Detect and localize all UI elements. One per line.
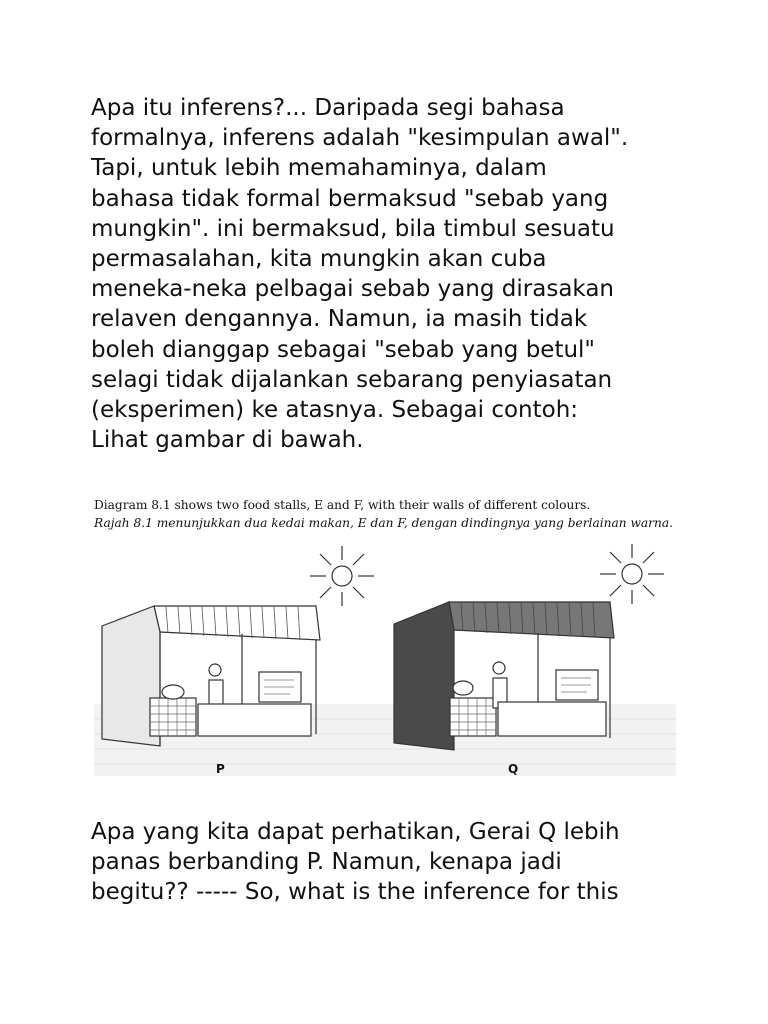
- closing-paragraph: Apa yang kita dapat perhatikan, Gerai Q lebih panas berbanding P. Namun, kenapa jadi begitu?? ----- So, what is the inference for this: [91, 819, 620, 906]
- figure-caption-english: Diagram 8.1 shows two food stalls, E and F, with their walls of different colours.: [94, 498, 591, 512]
- food-stalls-figure: [94, 494, 676, 784]
- stall-p: [102, 606, 320, 746]
- food-stalls-illustration: [94, 534, 676, 779]
- stall-label-p: P: [216, 762, 225, 776]
- sun-icon-left: [310, 546, 374, 606]
- intro-paragraph: Apa itu inferens?... Daripada segi bahasa formalnya, inferens adalah "kesimpulan awal". Tapi, untuk lebih memahaminya, dalam bahasa tidak formal bermaksud "sebab yang mungkin". ini bermaksud, bila timbul sesuatu permasalahan, kita mungkin akan cuba meneka-neka pelbagai sebab yang dirasakan relaven dengannya. Namun, ia masih tidak boleh dianggap sebagai "sebab yang betul" selagi tidak dijalankan sebarang penyiasatan (eksperimen) ke atasnya. Sebagai contoh: Lihat gambar di bawah.: [91, 95, 629, 454]
- stall-label-q: Q: [508, 762, 519, 776]
- stall-q: [394, 602, 614, 750]
- figure-caption-malay: Rajah 8.1 menunjukkan dua kedai makan, E dan F, dengan dindingnya yang berlainan warna.: [94, 516, 673, 530]
- sun-icon-right: [600, 544, 664, 604]
